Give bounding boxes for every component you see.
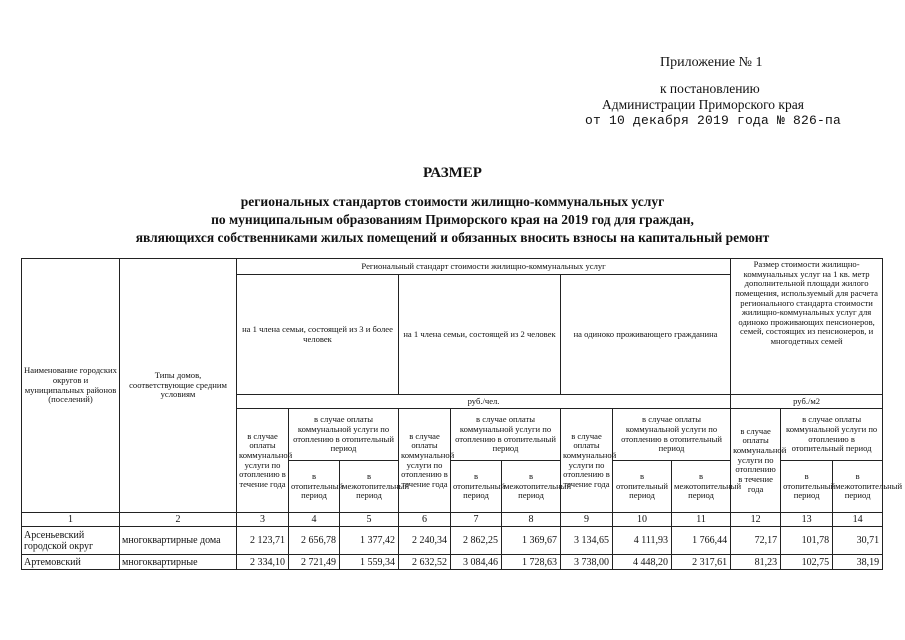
header-off-season-2: в межотопительный период bbox=[502, 461, 561, 513]
column-number: 2 bbox=[120, 513, 237, 527]
header-regional-standard: Региональный стандарт стоимости жилищно-коммунальных услуг bbox=[237, 259, 731, 275]
header-off-season-m2: в межотопительный период bbox=[833, 461, 883, 513]
appendix-line-resolution: к постановлению bbox=[660, 81, 760, 96]
column-number: 13 bbox=[781, 513, 833, 527]
header-heating-season-2: в отопительный период bbox=[451, 461, 502, 513]
header-year-round-3plus: в случае оплаты коммунальной услуги по отоплению в течение года bbox=[237, 409, 289, 513]
value-cell: 2 334,10 bbox=[237, 555, 289, 570]
value-cell: 1 728,63 bbox=[502, 555, 561, 570]
column-number: 1 bbox=[22, 513, 120, 527]
value-cell: 102,75 bbox=[781, 555, 833, 570]
column-number: 14 bbox=[833, 513, 883, 527]
header-off-season-3plus: в межотопительный период bbox=[340, 461, 399, 513]
header-heating-season-3plus: в отопительный период bbox=[289, 461, 340, 513]
header-family-2: на 1 члена семьи, состоящей из 2 человек bbox=[399, 275, 561, 395]
standards-table bbox=[21, 258, 903, 570]
column-number: 6 bbox=[399, 513, 451, 527]
document-subtitle-line-2: по муниципальным образованиям Приморского края на 2019 год для граждан, bbox=[211, 212, 694, 227]
header-heating-period-3plus: в случае оплаты коммунальной услуги по отоплению в отопительный период bbox=[289, 409, 399, 461]
house-type: многоквартирные дома bbox=[120, 527, 237, 555]
document-subtitle-line-1: региональных стандартов стоимости жилищно-коммунальных услуг bbox=[240, 194, 665, 209]
document-subtitle-line-3: являющихся собственниками жилых помещений и обязанных вносить взносы на капитальный ремонт bbox=[135, 230, 770, 245]
value-cell: 3 738,00 bbox=[561, 555, 613, 570]
column-number: 5 bbox=[340, 513, 399, 527]
column-number: 9 bbox=[561, 513, 613, 527]
header-heating-period-2: в случае оплаты коммунальной услуги по отоплению в отопительный период bbox=[451, 409, 561, 461]
value-cell: 2 862,25 bbox=[451, 527, 502, 555]
header-single-citizen: на одиноко проживающего гражданина bbox=[561, 275, 731, 395]
column-number: 3 bbox=[237, 513, 289, 527]
table-row bbox=[22, 527, 883, 555]
municipality-name: Артемовский bbox=[22, 555, 120, 570]
header-year-round-single: в случае оплаты коммунальной услуги по отоплению в течение года bbox=[561, 409, 613, 513]
header-heating-season-m2: в отопительный период bbox=[781, 461, 833, 513]
column-number: 10 bbox=[613, 513, 672, 527]
value-cell: 3 084,46 bbox=[451, 555, 502, 570]
house-type: многоквартирные bbox=[120, 555, 237, 570]
value-cell: 2 632,52 bbox=[399, 555, 451, 570]
column-number: 7 bbox=[451, 513, 502, 527]
value-cell: 4 111,93 bbox=[613, 527, 672, 555]
header-off-season-single: в межотопительный период bbox=[672, 461, 731, 513]
column-number: 4 bbox=[289, 513, 340, 527]
value-cell: 3 134,65 bbox=[561, 527, 613, 555]
value-cell: 2 656,78 bbox=[289, 527, 340, 555]
value-cell: 2 317,61 bbox=[672, 555, 731, 570]
value-cell: 1 377,42 bbox=[340, 527, 399, 555]
value-cell: 2 240,34 bbox=[399, 527, 451, 555]
value-cell: 1 369,67 bbox=[502, 527, 561, 555]
value-cell: 72,17 bbox=[731, 527, 781, 555]
header-unit-person: руб./чел. bbox=[237, 395, 731, 409]
value-cell: 2 123,71 bbox=[237, 527, 289, 555]
table-row bbox=[22, 555, 883, 570]
value-cell: 2 721,49 bbox=[289, 555, 340, 570]
header-heating-season-single: в отопительный период bbox=[613, 461, 672, 513]
value-cell: 101,78 bbox=[781, 527, 833, 555]
header-family-3plus: на 1 члена семьи, состоящей из 3 и более человек bbox=[237, 275, 399, 395]
appendix-line-date-number: от 10 декабря 2019 года № 826-па bbox=[585, 113, 842, 128]
header-year-round-2: в случае оплаты коммунальной услуги по отоплению в течение года bbox=[399, 409, 451, 513]
value-cell: 38,19 bbox=[833, 555, 883, 570]
value-cell: 1 766,44 bbox=[672, 527, 731, 555]
value-cell: 1 559,34 bbox=[340, 555, 399, 570]
appendix-title: Приложение № 1 bbox=[660, 55, 763, 70]
document-title: РАЗМЕР bbox=[423, 165, 482, 181]
value-cell: 81,23 bbox=[731, 555, 781, 570]
column-number: 11 bbox=[672, 513, 731, 527]
header-unit-m2: руб./м2 bbox=[731, 395, 883, 409]
appendix-block bbox=[0, 0, 905, 140]
header-additional-area: Размер стоимости жилищно-коммунальных услуг на 1 кв. метр дополнительной площади жилого помещения, используемый для расчета регионального стандарта стоимости жилищно-коммунальных услуг для одиноко проживающих пенсионеров, семей, состоящих из пенсионеров, и многодетных семей bbox=[731, 259, 883, 395]
municipality-name: Арсеньевский городской округ bbox=[22, 527, 120, 555]
column-number: 8 bbox=[502, 513, 561, 527]
header-municipality: Наименование городских округов и муниципальных районов (поселений) bbox=[22, 259, 120, 513]
header-heating-period-m2: в случае оплаты коммунальной услуги по отоплению в отопительный период bbox=[781, 409, 883, 461]
header-house-type: Типы домов, соответствующие средним условиям bbox=[120, 259, 237, 513]
value-cell: 30,71 bbox=[833, 527, 883, 555]
header-year-round-m2: в случае оплаты коммунальной услуги по отоплению в течение года bbox=[731, 409, 781, 513]
header-heating-period-single: в случае оплаты коммунальной услуги по отоплению в отопительный период bbox=[613, 409, 731, 461]
appendix-line-administration: Администрации Приморского края bbox=[602, 97, 804, 112]
value-cell: 4 448,20 bbox=[613, 555, 672, 570]
column-number: 12 bbox=[731, 513, 781, 527]
